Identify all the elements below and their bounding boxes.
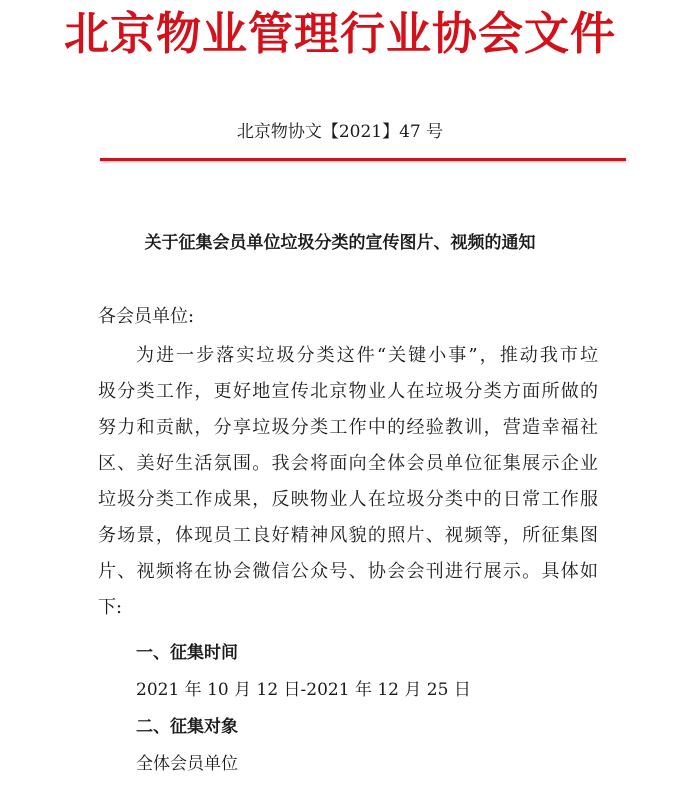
header-divider-rule [100, 158, 626, 161]
document-number: 北京物协文【2021】47 号 [236, 122, 444, 142]
paragraph-line: 垃圾分类工作成果，反映物业人在垃圾分类中的日常工作服 [98, 489, 598, 510]
paragraph-line: 下: [98, 597, 123, 618]
paragraph-line: 圾分类工作，更好地宣传北京物业人在垃圾分类方面所做的 [98, 381, 598, 402]
section-heading-target-audience: 二、征集对象 [136, 717, 238, 737]
notice-title: 关于征集会员单位垃圾分类的宣传图片、视频的通知 [144, 233, 536, 253]
document-header-title: 北京物业管理行业协会文件 [63, 7, 616, 60]
paragraph-line: 努力和贡献，分享垃圾分类工作中的经验教训，营造幸福社 [98, 417, 598, 438]
salutation: 各会员单位: [98, 306, 195, 327]
paragraph-line: 区、美好生活氛围。我会将面向全体会员单位征集展示企业 [98, 453, 598, 474]
section-text-target-audience: 全体会员单位 [136, 754, 238, 774]
section-heading-collection-period: 一、征集时间 [136, 643, 238, 663]
paragraph-line: 片、视频将在协会微信公众号、协会会刊进行展示。具体如 [98, 561, 598, 582]
section-text-collection-period: 2021 年 10 月 12 日-2021 年 12 月 25 日 [136, 680, 471, 700]
paragraph-line: 为进一步落实垃圾分类这件“关键小事”，推动我市垃 [136, 345, 598, 366]
paragraph-line: 务场景，体现员工良好精神风貌的照片、视频等，所征集图 [98, 525, 598, 546]
